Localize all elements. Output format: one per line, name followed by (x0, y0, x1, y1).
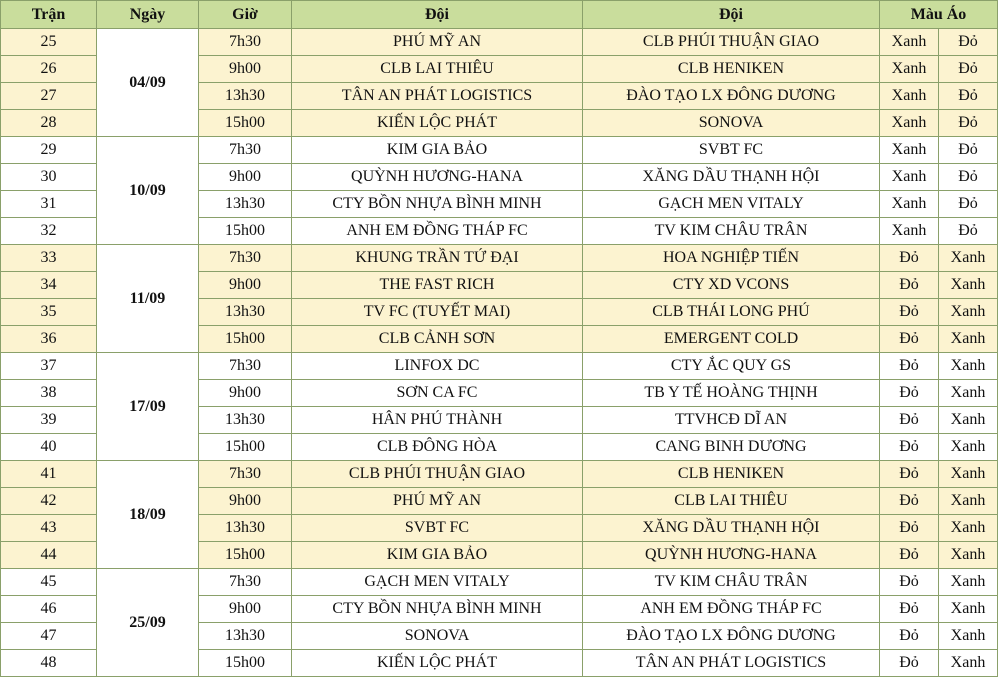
match-time: 15h00 (199, 326, 292, 353)
match-time: 15h00 (199, 650, 292, 677)
team-home: CLB ĐÔNG HÒA (292, 434, 583, 461)
jersey-color-away: Xanh (939, 407, 998, 434)
match-time: 7h30 (199, 353, 292, 380)
match-time: 9h00 (199, 272, 292, 299)
match-number: 28 (1, 110, 97, 137)
jersey-color-home: Đỏ (880, 434, 939, 461)
jersey-color-away: Xanh (939, 488, 998, 515)
table-row (1, 569, 998, 596)
team-home: KIM GIA BẢO (292, 542, 583, 569)
jersey-color-home: Đỏ (880, 542, 939, 569)
match-number: 35 (1, 299, 97, 326)
team-home: PHÚ MỸ AN (292, 29, 583, 56)
header-gio: Giờ (199, 1, 292, 29)
match-number: 43 (1, 515, 97, 542)
match-number: 47 (1, 623, 97, 650)
jersey-color-away: Đỏ (939, 29, 998, 56)
match-date: 11/09 (97, 245, 199, 353)
team-away: CLB HENIKEN (583, 461, 880, 488)
jersey-color-home: Đỏ (880, 623, 939, 650)
jersey-color-home: Đỏ (880, 326, 939, 353)
jersey-color-away: Xanh (939, 569, 998, 596)
team-away: EMERGENT COLD (583, 326, 880, 353)
match-date: 10/09 (97, 137, 199, 245)
jersey-color-away: Đỏ (939, 164, 998, 191)
match-time: 9h00 (199, 164, 292, 191)
match-time: 9h00 (199, 380, 292, 407)
jersey-color-away: Xanh (939, 353, 998, 380)
jersey-color-away: Đỏ (939, 83, 998, 110)
jersey-color-home: Xanh (880, 191, 939, 218)
match-number: 29 (1, 137, 97, 164)
table-row (1, 137, 998, 164)
jersey-color-away: Xanh (939, 596, 998, 623)
team-home: CTY BỒN NHỰA BÌNH MINH (292, 596, 583, 623)
team-away: XĂNG DẦU THẠNH HỘI (583, 164, 880, 191)
match-date: 18/09 (97, 461, 199, 569)
jersey-color-home: Đỏ (880, 380, 939, 407)
match-date: 25/09 (97, 569, 199, 677)
jersey-color-home: Đỏ (880, 461, 939, 488)
match-number: 45 (1, 569, 97, 596)
match-time: 9h00 (199, 596, 292, 623)
team-away: XĂNG DẦU THẠNH HỘI (583, 515, 880, 542)
jersey-color-away: Xanh (939, 434, 998, 461)
team-away: QUỲNH HƯƠNG-HANA (583, 542, 880, 569)
team-home: SONOVA (292, 623, 583, 650)
team-home: KIM GIA BẢO (292, 137, 583, 164)
jersey-color-away: Xanh (939, 245, 998, 272)
jersey-color-home: Đỏ (880, 488, 939, 515)
jersey-color-home: Đỏ (880, 272, 939, 299)
team-home: TÂN AN PHÁT LOGISTICS (292, 83, 583, 110)
match-time: 9h00 (199, 56, 292, 83)
team-away: TB Y TẾ HOÀNG THỊNH (583, 380, 880, 407)
team-home: KIẾN LỘC PHÁT (292, 650, 583, 677)
jersey-color-away: Xanh (939, 326, 998, 353)
team-home: QUỲNH HƯƠNG-HANA (292, 164, 583, 191)
match-time: 13h30 (199, 191, 292, 218)
team-home: SƠN CA FC (292, 380, 583, 407)
team-away: CLB PHÚI THUẬN GIAO (583, 29, 880, 56)
match-time: 15h00 (199, 218, 292, 245)
match-number: 38 (1, 380, 97, 407)
match-time: 7h30 (199, 245, 292, 272)
schedule-body (1, 29, 998, 677)
match-number: 32 (1, 218, 97, 245)
jersey-color-home: Đỏ (880, 245, 939, 272)
team-home: ANH EM ĐỒNG THÁP FC (292, 218, 583, 245)
jersey-color-away: Xanh (939, 515, 998, 542)
team-away: CLB LAI THIÊU (583, 488, 880, 515)
match-time: 13h30 (199, 623, 292, 650)
table-row (1, 353, 998, 380)
table-row (1, 245, 998, 272)
match-date: 04/09 (97, 29, 199, 137)
match-number: 46 (1, 596, 97, 623)
match-number: 26 (1, 56, 97, 83)
match-date: 17/09 (97, 353, 199, 461)
match-time: 7h30 (199, 29, 292, 56)
team-away: TV KIM CHÂU TRÂN (583, 218, 880, 245)
jersey-color-away: Xanh (939, 272, 998, 299)
table-row (1, 461, 998, 488)
jersey-color-away: Đỏ (939, 191, 998, 218)
jersey-color-away: Xanh (939, 650, 998, 677)
jersey-color-home: Xanh (880, 110, 939, 137)
team-home: TV FC (TUYẾT MAI) (292, 299, 583, 326)
team-away: TTVHCĐ DĨ AN (583, 407, 880, 434)
team-away: CTY XD VCONS (583, 272, 880, 299)
match-time: 15h00 (199, 434, 292, 461)
team-away: TÂN AN PHÁT LOGISTICS (583, 650, 880, 677)
match-number: 41 (1, 461, 97, 488)
team-away: ANH EM ĐỒNG THÁP FC (583, 596, 880, 623)
match-time: 15h00 (199, 110, 292, 137)
match-time: 13h30 (199, 83, 292, 110)
header-doi-2: Đội (583, 1, 880, 29)
match-number: 39 (1, 407, 97, 434)
team-away: ĐÀO TẠO LX ĐÔNG DƯƠNG (583, 623, 880, 650)
jersey-color-home: Xanh (880, 137, 939, 164)
match-number: 44 (1, 542, 97, 569)
team-home: PHÚ MỸ AN (292, 488, 583, 515)
match-number: 25 (1, 29, 97, 56)
team-away: GẠCH MEN VITALY (583, 191, 880, 218)
jersey-color-away: Xanh (939, 380, 998, 407)
jersey-color-home: Đỏ (880, 515, 939, 542)
header-ngay: Ngày (97, 1, 199, 29)
jersey-color-home: Xanh (880, 218, 939, 245)
team-away: TV KIM CHÂU TRÂN (583, 569, 880, 596)
jersey-color-home: Đỏ (880, 569, 939, 596)
team-away: ĐÀO TẠO LX ĐÔNG DƯƠNG (583, 83, 880, 110)
jersey-color-away: Đỏ (939, 218, 998, 245)
match-number: 37 (1, 353, 97, 380)
table-row (1, 29, 998, 56)
team-away: CLB THÁI LONG PHÚ (583, 299, 880, 326)
jersey-color-home: Đỏ (880, 299, 939, 326)
match-time: 7h30 (199, 137, 292, 164)
jersey-color-home: Đỏ (880, 353, 939, 380)
team-home: THE FAST RICH (292, 272, 583, 299)
jersey-color-home: Xanh (880, 29, 939, 56)
jersey-color-away: Xanh (939, 623, 998, 650)
team-home: HÂN PHÚ THÀNH (292, 407, 583, 434)
team-home: CLB CẢNH SƠN (292, 326, 583, 353)
team-home: KHUNG TRẦN TỨ ĐẠI (292, 245, 583, 272)
jersey-color-home: Đỏ (880, 650, 939, 677)
header-tran: Trận (1, 1, 97, 29)
match-time: 13h30 (199, 299, 292, 326)
header-row (1, 1, 998, 29)
team-away: HOA NGHIỆP TIẾN (583, 245, 880, 272)
match-time: 15h00 (199, 542, 292, 569)
team-home: CTY BỒN NHỰA BÌNH MINH (292, 191, 583, 218)
match-time: 9h00 (199, 488, 292, 515)
team-home: CLB PHÚI THUẬN GIAO (292, 461, 583, 488)
header-mau-ao: Màu Áo (880, 1, 998, 29)
jersey-color-away: Xanh (939, 299, 998, 326)
team-home: SVBT FC (292, 515, 583, 542)
match-number: 40 (1, 434, 97, 461)
match-number: 36 (1, 326, 97, 353)
team-away: CANG BINH DƯƠNG (583, 434, 880, 461)
jersey-color-away: Đỏ (939, 110, 998, 137)
jersey-color-home: Xanh (880, 83, 939, 110)
match-number: 27 (1, 83, 97, 110)
team-home: KIẾN LỘC PHÁT (292, 110, 583, 137)
team-home: LINFOX DC (292, 353, 583, 380)
jersey-color-home: Đỏ (880, 407, 939, 434)
jersey-color-home: Xanh (880, 56, 939, 83)
match-time: 13h30 (199, 515, 292, 542)
team-away: SVBT FC (583, 137, 880, 164)
jersey-color-away: Đỏ (939, 56, 998, 83)
header-doi-1: Đội (292, 1, 583, 29)
match-time: 7h30 (199, 461, 292, 488)
team-away: CTY ẮC QUY GS (583, 353, 880, 380)
match-number: 33 (1, 245, 97, 272)
match-number: 31 (1, 191, 97, 218)
match-number: 34 (1, 272, 97, 299)
jersey-color-away: Xanh (939, 542, 998, 569)
jersey-color-away: Xanh (939, 461, 998, 488)
team-away: SONOVA (583, 110, 880, 137)
match-time: 7h30 (199, 569, 292, 596)
team-away: CLB HENIKEN (583, 56, 880, 83)
match-number: 48 (1, 650, 97, 677)
match-time: 13h30 (199, 407, 292, 434)
jersey-color-home: Xanh (880, 164, 939, 191)
jersey-color-away: Đỏ (939, 137, 998, 164)
jersey-color-home: Đỏ (880, 596, 939, 623)
team-home: CLB LAI THIÊU (292, 56, 583, 83)
team-home: GẠCH MEN VITALY (292, 569, 583, 596)
match-number: 42 (1, 488, 97, 515)
match-number: 30 (1, 164, 97, 191)
